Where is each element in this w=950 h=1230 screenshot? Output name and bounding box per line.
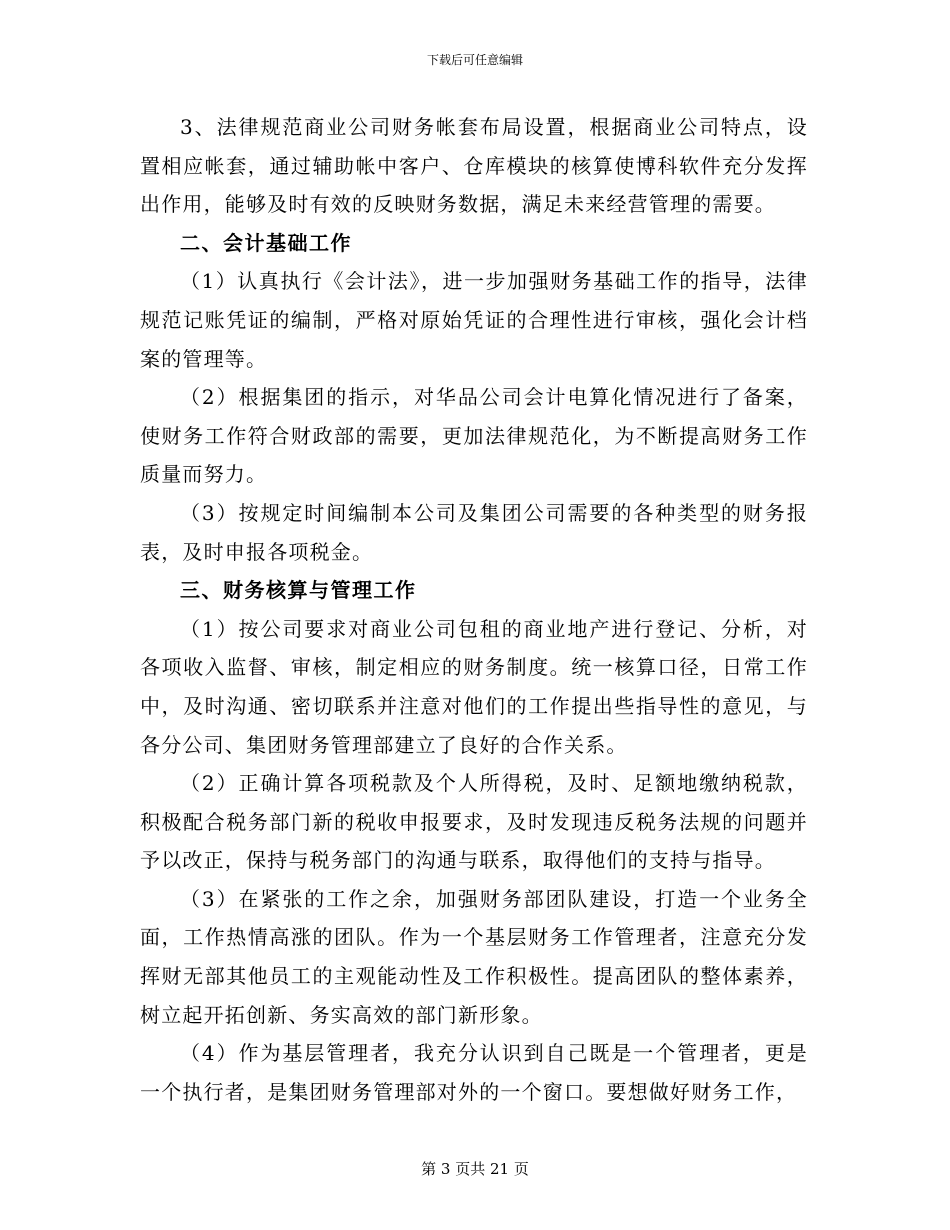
section-heading-accounting-management: 三、财务核算与管理工作 [180,578,417,603]
paragraph-ledger-setup: 3、法律规范商业公司财务帐套布局设置，根据商业公司特点，设置相应帐套，通过辅助帐中客户、仓库模块的核算使博科软件充分发挥出作用，能够及时有效的反映财务数据，满足未来经营管理的需要。 [140,115,808,217]
section-heading-accounting-basics: 二、会计基础工作 [180,230,352,255]
paragraph-team-building: （3）在紧张的工作之余，加强财务部团队建设，打造一个业务全面，工作热情高涨的团队。作为一个基层财务工作管理者，注意充分发挥财无部其他员工的主观能动性及工作积极性。提高团队的整体素养，树立起开拓创新、务实高效的部门新形象。 [140,886,808,1027]
paragraph-commercial-property: （1）按公司要求对商业公司包租的商业地产进行登记、分析，对各项收入监督、审核，制定相应的财务制度。统一核算口径，日常工作中，及时沟通、密切联系并注意对他们的工作提出些指导性的意见，与各分公司、集团财务管理部建立了良好的合作关系。 [140,616,808,757]
paragraph-accounting-law: （1）认真执行《会计法》，进一步加强财务基础工作的指导，法律规范记账凭证的编制，严格对原始凭证的合理性进行审核，强化会计档案的管理等。 [140,269,808,371]
paragraph-taxes: （2）正确计算各项税款及个人所得税，及时、足额地缴纳税款，积极配合税务部门新的税收申报要求，及时发现违反税务法规的问题并予以改正，保持与税务部门的沟通与联系，取得他们的支持与指导。 [140,771,808,873]
document-body [140,108,808,1111]
page-header: 下载后可任意编辑 [426,53,523,67]
paragraph-computerized-accounting: （2）根据集团的指示，对华品公司会计电算化情况进行了备案，使财务工作符合财政部的需要，更加法律规范化，为不断提高财务工作质量而努力。 [140,385,808,487]
page-number: 第 3 页共 21 页 [421,1160,529,1178]
paragraph-manager-role: （4）作为基层管理者，我充分认识到自己既是一个管理者，更是一个执行者，是集团财务管理部对外的一个窗口。要想做好财务工作， [140,1041,808,1104]
paragraph-financial-reports: （3）按规定时间编制本公司及集团公司需要的各种类型的财务报表，及时申报各项税金。 [140,500,808,564]
